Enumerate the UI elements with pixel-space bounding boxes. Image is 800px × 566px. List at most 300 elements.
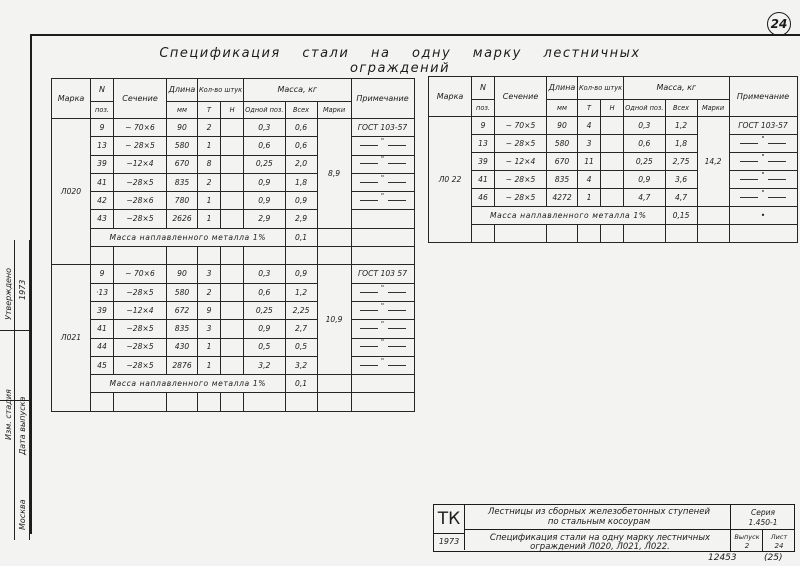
table-row (52, 301, 415, 319)
cell-section: ~ 28×5 (495, 189, 547, 207)
cell-mass-one: 0,9 (244, 320, 285, 338)
ditto-line (768, 197, 786, 198)
cell-note (351, 210, 414, 228)
cell-mass-one: 0,3 (624, 117, 665, 135)
cell-length: 90 (547, 117, 578, 135)
cell-qty-t: 9 (198, 301, 221, 319)
cell-pos: 42 (91, 192, 114, 210)
title-block-line1: Лестницы из сборных железобетонных ступеней (488, 507, 710, 517)
ditto-quote: " (380, 192, 385, 201)
cell-qty-n (221, 173, 244, 191)
empty-cell (729, 225, 797, 243)
cell-mark: Л021 (52, 265, 91, 411)
empty-cell (697, 225, 729, 243)
title-block-issue: 2 (744, 542, 750, 550)
stamp-divider (14, 240, 15, 540)
weld-value: 0,1 (285, 375, 317, 393)
cell-length: 670 (547, 153, 578, 171)
header-row (52, 79, 415, 102)
cell-section: ~ 28×5 (114, 137, 167, 155)
cell-mass-one: 0,6 (624, 135, 665, 153)
stamp-date-label: Дата выпуска (18, 396, 27, 455)
cell-qty-n (221, 119, 244, 137)
cell-section: ~ 28×5 (495, 171, 547, 189)
cell-note: ГОСТ 103-57 (729, 117, 797, 135)
cell-section: ~ 70×6 (114, 265, 167, 283)
cell-mass-all: 1,8 (665, 135, 697, 153)
header-mass-all: Всех (285, 102, 317, 119)
cell-qty-n (221, 356, 244, 374)
ditto-mark (360, 137, 406, 149)
cell-section: ~ 12×4 (495, 153, 547, 171)
title-block-divider (730, 505, 731, 551)
cell-mark: Л0 22 (429, 117, 472, 243)
ditto-line (388, 328, 406, 329)
cell-section: ~12×4 (114, 301, 167, 319)
cell-qty-t: 8 (198, 155, 221, 173)
archive-number: 12453 (708, 553, 737, 563)
cell-note: ГОСТ 103-57 (351, 119, 414, 137)
empty-cell (285, 393, 317, 411)
empty-cell (167, 247, 198, 265)
cell-pos: 13 (472, 135, 495, 153)
cell-note (351, 192, 414, 210)
spec-table-left (51, 78, 415, 412)
ditto-quote: " (761, 134, 765, 143)
cell-qty-n (601, 117, 624, 135)
cell-qty-t: 1 (198, 338, 221, 356)
cell-pos: 39 (91, 301, 114, 319)
cell-mark: Л020 (52, 119, 91, 265)
cell-mass-one: 0,5 (244, 338, 285, 356)
cell-qty-n (601, 135, 624, 153)
title-block-sheet-label: Лист (770, 533, 788, 541)
ditto-quote: " (761, 152, 765, 161)
cell-mass-all: 1,8 (285, 173, 317, 191)
cell-qty-n (221, 155, 244, 173)
cell-note: ГОСТ 103 57 (351, 265, 414, 283)
ditto-quote: " (380, 283, 385, 292)
weld-row (52, 375, 415, 393)
cell-pos: 41 (91, 173, 114, 191)
cell-mass-all: 0,5 (285, 338, 317, 356)
cell-pos: 39 (472, 153, 495, 171)
ditto-line (388, 346, 406, 347)
cell-section: ~ 70×6 (114, 119, 167, 137)
cell-pos: 41 (472, 171, 495, 189)
stamp-divider (29, 240, 30, 540)
stamp-city: Москва (18, 499, 27, 530)
cell-mass-all: 3,6 (665, 171, 697, 189)
cell-length: 670 (167, 155, 198, 173)
cell-length: 90 (167, 119, 198, 137)
cell-length: 580 (167, 283, 198, 301)
empty-cell (547, 225, 578, 243)
ditto-line (388, 292, 406, 293)
header-pos: поз. (472, 100, 495, 117)
cell-length: 780 (167, 192, 198, 210)
cell-note (351, 356, 414, 374)
cell-note (729, 153, 797, 171)
title-block-divider (762, 529, 763, 551)
cell-section: ~28×5 (114, 356, 167, 374)
table-row (429, 171, 798, 189)
header-qty-n: Н (601, 100, 624, 117)
cell-pos: 13 (91, 137, 114, 155)
frame-left-border (30, 34, 32, 534)
ditto-line (388, 145, 406, 146)
table-row (429, 189, 798, 207)
cell-mass-one: 0,9 (624, 171, 665, 189)
cell-mass-one: 0,9 (244, 192, 285, 210)
header-mass-one: Одной поз. (624, 100, 665, 117)
ditto-line (740, 161, 758, 162)
title-block-series-label: Серия (751, 508, 775, 517)
ditto-quote: " (380, 338, 385, 347)
empty-cell (198, 247, 221, 265)
table-row-empty (429, 225, 798, 243)
empty-cell (198, 393, 221, 411)
cell-mass-one: 0,3 (244, 119, 285, 137)
cell-note (351, 283, 414, 301)
cell-pos: 41 (91, 320, 114, 338)
cell-pos: ·13 (91, 283, 114, 301)
cell-section: ~12×4 (114, 155, 167, 173)
archive-page: (25) (764, 553, 783, 563)
header-section: Сечение (495, 77, 547, 117)
weld-empty (317, 228, 351, 246)
header-section: Сечение (114, 79, 167, 119)
ditto-line (768, 161, 786, 162)
cell-qty-n (221, 338, 244, 356)
cell-note (351, 155, 414, 173)
title-block-line2: по стальным косоурам (547, 517, 651, 527)
title-block-series: 1.450-1 (748, 518, 778, 527)
stamp-divider (0, 330, 30, 331)
header-note: Примечание (729, 77, 797, 117)
empty-cell (244, 393, 285, 411)
empty-cell (472, 225, 495, 243)
cell-note (351, 338, 414, 356)
ditto-mark (740, 152, 786, 165)
table-row (52, 356, 415, 374)
cell-length: 580 (167, 137, 198, 155)
cell-mass-all: 3,2 (285, 356, 317, 374)
cell-qty-n (601, 153, 624, 171)
empty-cell (601, 225, 624, 243)
cell-note (729, 171, 797, 189)
header-mark: Марка (52, 79, 91, 119)
cell-length: 90 (167, 265, 198, 283)
header-qty-n: Н (221, 102, 244, 119)
cell-qty-t: 3 (198, 265, 221, 283)
header-qty-t: Т (198, 102, 221, 119)
ditto-mark (740, 170, 786, 183)
empty-cell (221, 247, 244, 265)
cell-mass-mark: 10,9 (317, 265, 351, 375)
weld-label: Масса наплавленного металла 1% (472, 207, 666, 225)
cell-mass-all: 0,9 (285, 265, 317, 283)
sheet-number-badge: 24 (767, 12, 791, 36)
cell-mass-all: 0,6 (285, 137, 317, 155)
ditto-line (360, 346, 378, 347)
weld-note (351, 228, 414, 246)
ditto-mark (360, 283, 406, 296)
ditto-line (388, 182, 406, 183)
spec-table-right (428, 76, 798, 243)
weld-empty (317, 375, 351, 393)
ditto-line (360, 292, 378, 293)
weld-row (52, 228, 415, 246)
ditto-line (768, 143, 786, 144)
cell-mass-all: 0,6 (285, 119, 317, 137)
table-row (52, 155, 415, 173)
stamp-year: 1973 (18, 279, 27, 300)
cell-mass-all: 2,7 (285, 320, 317, 338)
cell-qty-n (221, 192, 244, 210)
empty-cell (317, 393, 351, 411)
weld-row (429, 207, 798, 225)
table-row (52, 119, 415, 137)
cell-mass-one: 0,6 (244, 137, 285, 155)
header-length-unit: мм (167, 102, 198, 119)
title-block-org: ТК (434, 505, 465, 534)
weld-note (351, 375, 414, 393)
title-block-sheet: 24 (774, 542, 784, 550)
cell-length: 4272 (547, 189, 578, 207)
ditto-line (740, 143, 758, 144)
header-mass: Масса, кг (624, 77, 729, 100)
cell-note (729, 135, 797, 153)
empty-cell (351, 247, 414, 265)
table-row (52, 192, 415, 210)
empty-cell (91, 393, 114, 411)
ditto-line (360, 310, 378, 311)
cell-mass-mark: 14,2 (697, 117, 729, 207)
header-mark: Марка (429, 77, 472, 117)
ditto-line (388, 310, 406, 311)
ditto-mark (360, 155, 406, 167)
ditto-line (360, 182, 378, 183)
header-no: N (472, 77, 495, 100)
cell-note (351, 301, 414, 319)
stamp-approved: Утверждено (4, 267, 13, 320)
header-mass-mark: Марки (317, 102, 351, 119)
weld-value: 0,15 (665, 207, 697, 225)
cell-qty-n (221, 210, 244, 228)
ditto-mark (360, 301, 406, 314)
ditto-quote: " (380, 137, 385, 146)
ditto-line (360, 145, 378, 146)
ditto-mark (360, 338, 406, 350)
cell-mass-all: 2,9 (285, 210, 317, 228)
empty-cell (351, 393, 414, 411)
ditto-mark (740, 134, 786, 147)
title-block-divider (464, 529, 794, 530)
cell-length: 835 (547, 171, 578, 189)
cell-mass-all: 2,75 (665, 153, 697, 171)
header-pos: поз. (91, 102, 114, 119)
cell-qty-t: 1 (198, 192, 221, 210)
table-row (52, 338, 415, 356)
weld-label: Масса наплавленного металла 1% (91, 375, 286, 393)
cell-mass-one: 0,6 (244, 283, 285, 301)
cell-mass-one: 0,25 (624, 153, 665, 171)
ditto-line (360, 163, 378, 164)
header-length-unit: мм (547, 100, 578, 117)
cell-mass-all: 2,0 (285, 155, 317, 173)
cell-section: ~28×6 (114, 192, 167, 210)
cell-qty-t: 3 (198, 320, 221, 338)
table-row (52, 320, 415, 338)
table-row-empty (52, 393, 415, 411)
empty-cell (167, 393, 198, 411)
empty-cell (317, 247, 351, 265)
header-length: Длина (547, 77, 578, 100)
cell-mass-all: 1,2 (285, 283, 317, 301)
ditto-quote: " (380, 155, 385, 164)
empty-cell (285, 247, 317, 265)
ditto-line (360, 200, 378, 201)
ditto-mark (360, 356, 406, 369)
cell-length: 835 (167, 320, 198, 338)
table-row (429, 153, 798, 171)
ditto-line (740, 179, 758, 180)
weld-value: 0,1 (285, 228, 317, 246)
ditto-mark (740, 188, 786, 201)
ditto-mark (360, 320, 406, 332)
weld-empty (697, 207, 729, 225)
cell-pos: 43 (91, 210, 114, 228)
weld-note: • (729, 207, 797, 225)
cell-qty-t: 1 (198, 137, 221, 155)
cell-mass-all: 2,25 (285, 301, 317, 319)
table-row (52, 137, 415, 155)
ditto-line (388, 163, 406, 164)
cell-qty-n (221, 301, 244, 319)
weld-label: Масса наплавленного металла 1% (91, 228, 286, 246)
title-block-line3: Спецификация стали на одну марку лестничных (489, 533, 711, 543)
ditto-quote: " (761, 170, 765, 179)
ditto-quote: " (380, 356, 385, 365)
cell-pos: 9 (91, 265, 114, 283)
table-row (429, 117, 798, 135)
cell-pos: 46 (472, 189, 495, 207)
header-qty: Кол-во штук (198, 79, 244, 102)
cell-mass-all: 4,7 (665, 189, 697, 207)
title-block-line4: ограждений Л020, Л021, Л022. (530, 542, 670, 552)
empty-cell (578, 225, 601, 243)
header-row (429, 77, 798, 100)
cell-section: ~28×5 (114, 320, 167, 338)
cell-length: 2876 (167, 356, 198, 374)
empty-cell (495, 225, 547, 243)
cell-qty-t: 11 (578, 153, 601, 171)
table-row (52, 283, 415, 301)
empty-cell (114, 247, 167, 265)
cell-mass-mark: 8,9 (317, 119, 351, 229)
table-row (52, 265, 415, 283)
cell-length: 2626 (167, 210, 198, 228)
cell-qty-t: 1 (578, 189, 601, 207)
header-no: N (91, 79, 114, 102)
title-block-issue-label: Выпуск (734, 533, 760, 541)
ditto-quote: " (761, 188, 765, 197)
cell-mass-one: 3,2 (244, 356, 285, 374)
cell-note (729, 189, 797, 207)
empty-cell (91, 247, 114, 265)
cell-section: ~28×5 (114, 283, 167, 301)
cell-qty-t: 2 (198, 283, 221, 301)
cell-qty-n (221, 137, 244, 155)
cell-qty-t: 2 (198, 119, 221, 137)
cell-length: 672 (167, 301, 198, 319)
table-row (429, 135, 798, 153)
cell-length: 430 (167, 338, 198, 356)
empty-cell (624, 225, 665, 243)
header-note: Примечание (351, 79, 414, 119)
cell-qty-n (601, 189, 624, 207)
ditto-line (768, 179, 786, 180)
cell-mass-one: 0,3 (244, 265, 285, 283)
cell-pos: 44 (91, 338, 114, 356)
cell-section: ~28×5 (114, 173, 167, 191)
cell-pos: 9 (91, 119, 114, 137)
cell-section: ~ 28×5 (495, 135, 547, 153)
cell-note (351, 173, 414, 191)
cell-length: 835 (167, 173, 198, 191)
empty-cell (221, 393, 244, 411)
table-row (52, 210, 415, 228)
side-stamp (0, 240, 30, 540)
ditto-mark (360, 173, 406, 186)
header-mass-mark: Марки (697, 100, 729, 117)
empty-cell (665, 225, 697, 243)
empty-cell (114, 393, 167, 411)
ditto-quote: " (380, 320, 385, 329)
header-qty: Кол-во штук (578, 77, 624, 100)
header-mass-one: Одной поз. (244, 102, 285, 119)
header-qty-t: Т (578, 100, 601, 117)
empty-cell (244, 247, 285, 265)
header-mass-all: Всех (665, 100, 697, 117)
table-row-empty (52, 247, 415, 265)
cell-qty-t: 1 (198, 210, 221, 228)
cell-mass-one: 0,25 (244, 155, 285, 173)
header-mass: Масса, кг (244, 79, 351, 102)
cell-mass-all: 0,9 (285, 192, 317, 210)
cell-length: 580 (547, 135, 578, 153)
cell-qty-n (601, 171, 624, 189)
ditto-line (360, 328, 378, 329)
header-length: Длина (167, 79, 198, 102)
cell-pos: 45 (91, 356, 114, 374)
cell-qty-n (221, 265, 244, 283)
stamp-change-label: Изм. стадия (4, 389, 13, 440)
cell-qty-n (221, 320, 244, 338)
ditto-quote: " (380, 301, 385, 310)
ditto-line (388, 200, 406, 201)
ditto-line (360, 365, 378, 366)
cell-section: ~28×5 (114, 210, 167, 228)
cell-section: ~ 70×5 (495, 117, 547, 135)
ditto-line (740, 197, 758, 198)
cell-qty-n (221, 283, 244, 301)
cell-pos: 39 (91, 155, 114, 173)
page-title: Спецификация стали на одну марку лестничных ограждений (159, 46, 641, 76)
ditto-line (388, 365, 406, 366)
cell-qty-t: 4 (578, 171, 601, 189)
